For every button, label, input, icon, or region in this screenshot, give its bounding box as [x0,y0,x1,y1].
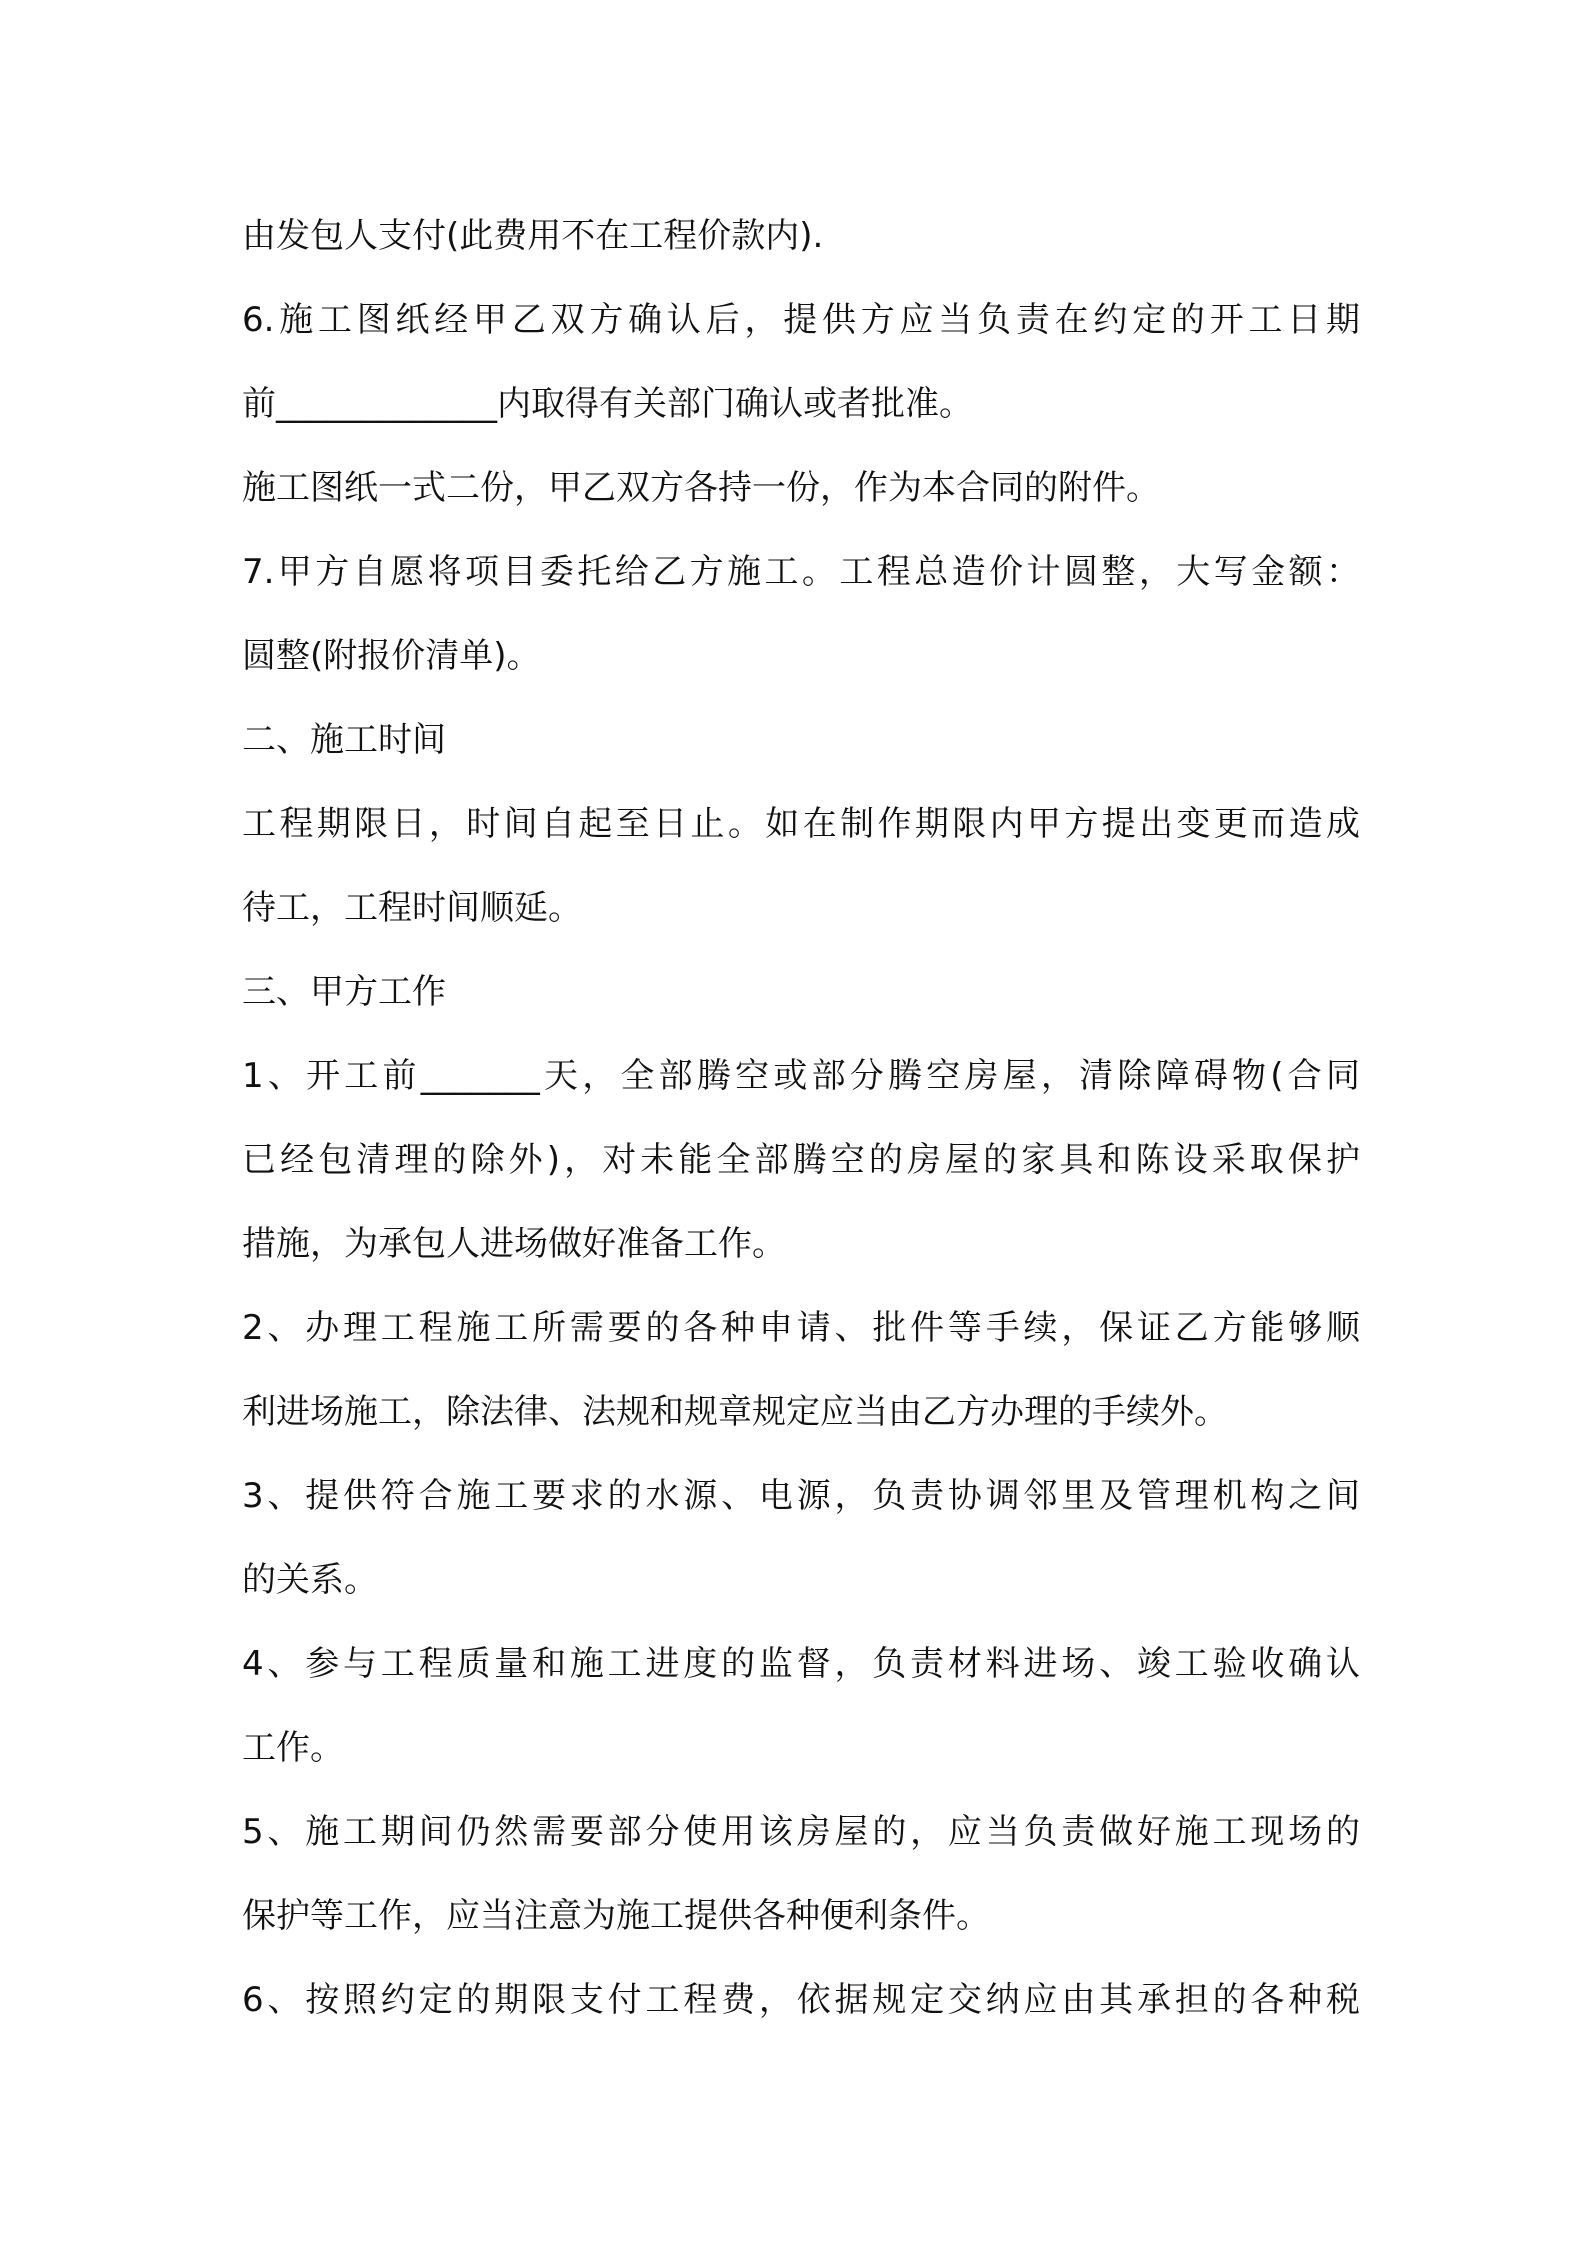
section-heading: 二、施工时间 [242,720,446,760]
text-line: 措施，为承包人进场做好准备工作。 [242,1224,786,1264]
text-line: 4、参与工程质量和施工进度的监督，负责材料进场、竣工验收确认 [242,1644,1360,1684]
text-line: 利进场施工，除法律、法规和规章规定应当由乙方办理的手续外。 [242,1392,1228,1432]
text-line: 的关系。 [242,1560,378,1600]
text-line: 施工图纸一式二份，甲乙双方各持一份，作为本合同的附件。 [242,468,1160,508]
text-line: 工作。 [242,1728,344,1768]
text-line: 圆整(附报价清单)。 [242,636,541,676]
text-line: 3、提供符合施工要求的水源、电源，负责协调邻里及管理机构之间 [242,1476,1360,1516]
text-line: 已经包清理的除外)，对未能全部腾空的房屋的家具和陈设采取保护 [242,1140,1360,1180]
text-line: 6.施工图纸经甲乙双方确认后，提供方应当负责在约定的开工日期 [242,300,1360,340]
text-line: 6、按照约定的期限支付工程费，依据规定交纳应由其承担的各种税 [242,1980,1360,2020]
text-line: 5、施工期间仍然需要部分使用该房屋的，应当负责做好施工现场的 [242,1812,1360,1852]
text-line: 工程期限日，时间自起至日止。如在制作期限内甲方提出变更而造成 [242,804,1360,844]
text-line: 1、开工前_______天，全部腾空或部分腾空房屋，清除障碍物(合同 [242,1056,1360,1096]
text-line: 前_____________内取得有关部门确认或者批准。 [242,384,973,424]
text-line: 保护等工作，应当注意为施工提供各种便利条件。 [242,1896,990,1936]
text-line: 由发包人支付(此费用不在工程价款内). [242,216,824,256]
text-line: 7.甲方自愿将项目委托给乙方施工。工程总造价计圆整，大写金额： [242,552,1360,592]
text-line: 2、办理工程施工所需要的各种申请、批件等手续，保证乙方能够顺 [242,1308,1360,1348]
section-heading: 三、甲方工作 [242,972,446,1012]
contract-text-body [242,194,1360,2042]
text-line: 待工，工程时间顺延。 [242,888,582,928]
